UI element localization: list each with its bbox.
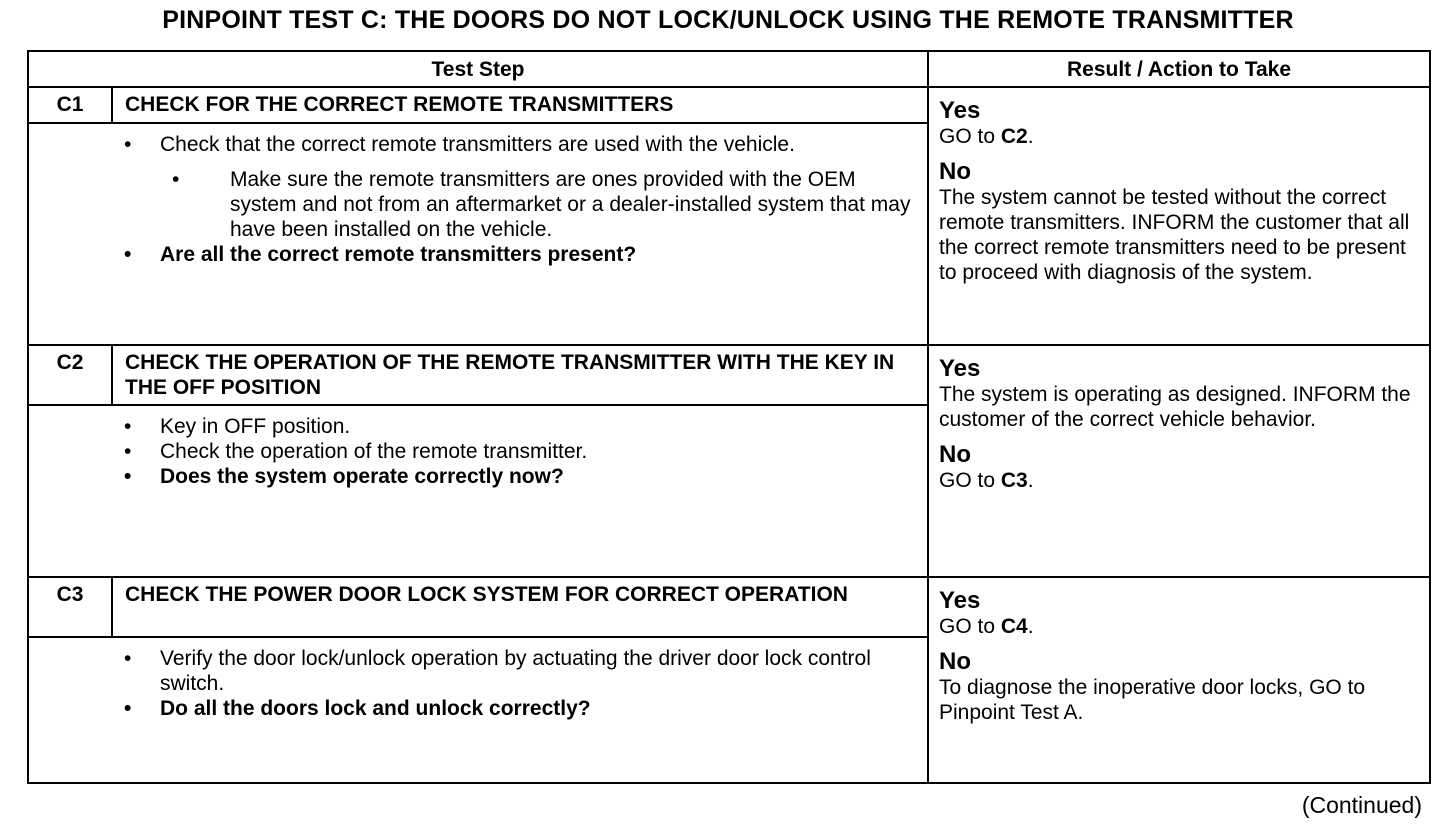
- no-action: The system cannot be tested without the correct remote transmitters. INFORM the customer that all the correct remote transmitters need to be present to proceed with diagnosis of the system.: [939, 186, 1410, 284]
- list-item: • Are all the correct remote transmitters present?: [124, 243, 637, 266]
- yes-label: Yes: [939, 355, 981, 382]
- step-body: [112, 123, 928, 345]
- step-id: C3: [28, 577, 112, 637]
- step-id: C2: [28, 345, 112, 405]
- list-item: • Does the system operate correctly now?: [124, 465, 564, 488]
- no-label: No: [939, 648, 971, 675]
- table-header-row: [28, 51, 1430, 87]
- list-item: • Verify the door lock/unlock operation by actuating the driver door lock control switch.: [124, 647, 871, 695]
- result-cell: [928, 577, 1430, 783]
- continued-note: (Continued): [1301, 792, 1422, 818]
- no-action: GO to C3.: [939, 469, 1034, 492]
- pinpoint-test-table: [27, 50, 1431, 784]
- page-title: PINPOINT TEST C: THE DOORS DO NOT LOCK/UNLOCK USING THE REMOTE TRANSMITTER: [162, 6, 1294, 34]
- header-result: Result / Action to Take: [928, 51, 1430, 87]
- step-body: [112, 405, 928, 577]
- header-test-step: Test Step: [28, 51, 928, 87]
- no-label: No: [939, 158, 971, 185]
- yes-label: Yes: [939, 97, 981, 124]
- step-heading: CHECK THE POWER DOOR LOCK SYSTEM FOR CORRECT OPERATION: [112, 577, 928, 637]
- step-heading: CHECK FOR THE CORRECT REMOTE TRANSMITTERS: [112, 87, 928, 123]
- sub-list-item: • Make sure the remote transmitters are ones provided with the OEM system and not from an aftermarket or a dealer-installed system that may have been installed on the vehicle.: [172, 168, 911, 241]
- step-body: [112, 637, 928, 783]
- no-label: No: [939, 441, 971, 468]
- yes-action: The system is operating as designed. INFORM the customer of the correct vehicle behavior.: [939, 383, 1411, 431]
- list-item: • Do all the doors lock and unlock correctly?: [124, 697, 591, 720]
- step-c1-heading-row: [28, 87, 1430, 123]
- no-action: To diagnose the inoperative door locks, GO to Pinpoint Test A.: [939, 676, 1366, 724]
- yes-action: GO to C4.: [939, 615, 1034, 638]
- step-c2-heading-row: [28, 345, 1430, 405]
- list-item: • Check that the correct remote transmitters are used with the vehicle. • Make sure the remote transmitters are ones provided with the OEM system and not from an aftermarket or a dealer-installed system that may have been installed on the vehicle.: [112, 132, 917, 242]
- list-item: • Check the operation of the remote transmitter.: [124, 440, 588, 463]
- step-id: C1: [28, 87, 112, 123]
- result-cell: [928, 87, 1430, 345]
- list-item: • Key in OFF position.: [124, 415, 351, 438]
- result-cell: [928, 345, 1430, 577]
- yes-label: Yes: [939, 587, 981, 614]
- yes-action: GO to C2.: [939, 125, 1034, 148]
- step-c3-heading-row: [28, 577, 1430, 637]
- step-heading: CHECK THE OPERATION OF THE REMOTE TRANSMITTER WITH THE KEY IN THE OFF POSITION: [112, 345, 928, 405]
